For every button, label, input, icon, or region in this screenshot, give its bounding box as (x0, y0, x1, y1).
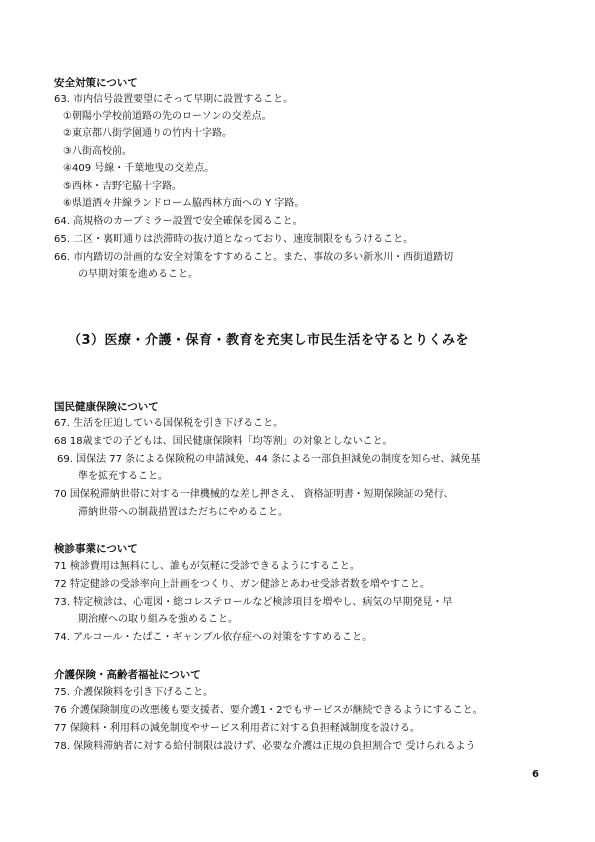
item-65: 65. 二区・裏町通りは渋滞時の抜け道となっており、速度制限をもうけること。 (54, 234, 414, 245)
item-74: 74. アルコール・たばこ・ギャンブル依存症への対策をすすめること。 (54, 632, 373, 643)
item-69: 69. 国保法 77 条による保険税の申請減免、44 条による一部負担減免の制度を知らせ、減免基 (57, 454, 481, 465)
item-69-continued: 準を拡充すること。 (78, 471, 168, 482)
item-68: 68 18歳までの子どもは、国民健康保険料「均等割」の対象としないこと。 (54, 436, 393, 447)
chapter-title: （3）医療・介護・保育・教育を充実し市民生活を守るとりくみを (68, 333, 470, 348)
item-66-continued: の早期対策を進めること。 (78, 269, 198, 280)
sub-item-6: ⑥県道酒々井線ランドローム脇西林方面への Y 字路。 (63, 198, 305, 209)
item-78: 78. 保険料滞納者に対する給付制限は設けず、必要な介護は正規の負担割合で 受けられるよう (54, 741, 476, 752)
sub-item-2: ②東京都八街学園通りの竹内十字路。 (63, 128, 232, 139)
item-70: 70 国保税滞納世帯に対する一律機械的な差し押さえ、 資格証明書・短期保険証の発行、 (54, 489, 454, 500)
page-number: 6 (532, 769, 539, 780)
item-63: 63. 市内信号設置要望にそって早期に設置すること。 (54, 94, 294, 105)
item-76: 76 介護保険制度の改悪後も要支援者、要介護1・2でもサービスが継続できるようにすること。 (54, 705, 483, 716)
sub-item-5: ⑤西林・吉野宅脇十字路。 (63, 181, 182, 192)
item-73: 73. 特定検診は、心電図・総コレステロールなど検診項目を増やし、病気の早期発見・早 (54, 597, 453, 608)
section-heading-checkup: 検診事業について (54, 543, 138, 555)
item-72: 72 特定健診の受診率向上計画をつくり、ガン健診とあわせ受診者数を増やすこと。 (54, 579, 430, 590)
item-77: 77 保険料・利用料の減免制度やサービス利用者に対する負担軽減制度を設ける。 (54, 723, 420, 734)
sub-item-3: ③八街高校前。 (63, 146, 132, 157)
item-75: 75. 介護保険料を引き下げること。 (54, 687, 214, 698)
item-73-continued: 期治療への取り組みを強めること。 (78, 614, 238, 625)
section-heading-care: 介護保険・高齢者福祉について (54, 669, 201, 681)
section-heading-safety: 安全対策について (54, 77, 138, 89)
sub-item-1: ①朝陽小学校前道路の先のローソンの交差点。 (63, 111, 272, 122)
section-heading-nhi: 国民健康保険について (54, 401, 159, 413)
sub-item-4: ④409 号線・千葉地曳の交差点。 (63, 163, 215, 174)
item-71: 71 検診費用は無料にし、誰もが気軽に受診できるようにすること。 (54, 561, 360, 572)
item-66: 66. 市内踏切の計画的な安全対策をすすめること。また、事故の多い新氷川・西街道踏切 (54, 252, 454, 263)
item-70-continued: 滞納世帯への制裁措置はただちにやめること。 (78, 507, 288, 518)
item-67: 67. 生活を圧迫している国保税を引き下げること。 (54, 418, 284, 429)
item-64: 64. 高規格のカーブミラー設置で安全確保を図ること。 (54, 216, 303, 227)
